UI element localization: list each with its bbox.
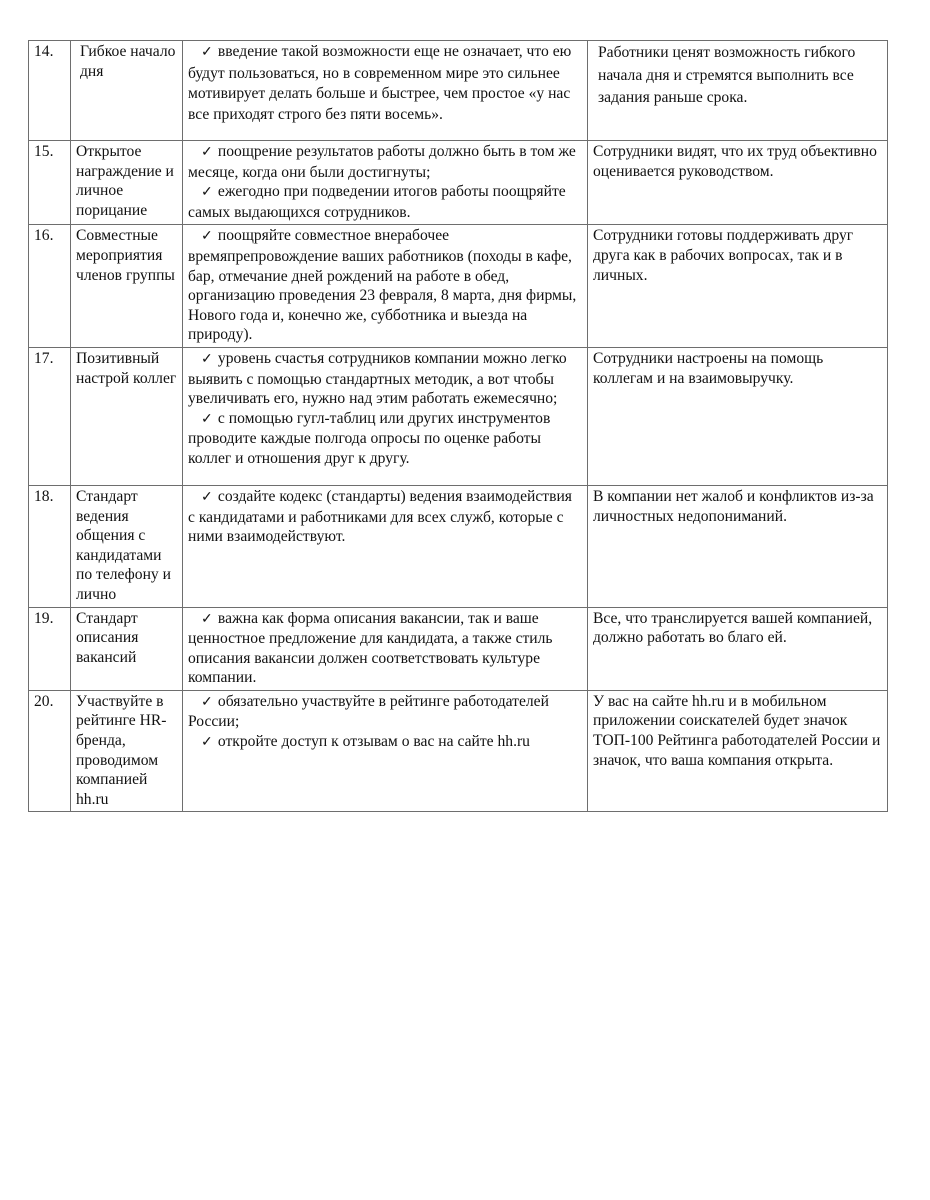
practice-result: Сотрудники видят, что их труд объективно оценивается руководством. [588, 141, 888, 225]
row-number: 15. [29, 141, 71, 225]
practice-result: Все, что транслируется вашей компанией, должно работать во благо ей. [588, 607, 888, 690]
practice-name: Совместные мероприятия членов группы [71, 225, 183, 348]
table-row [29, 41, 888, 141]
practice-actions [183, 141, 588, 225]
action-item: ✓ введение такой возможности еще не означает, что ею будут пользоваться, но в современном мире это сильнее мотивирует делать больше и быстрее, чем простое «у нас все приходят строго без пяти восемь». [188, 43, 572, 123]
table-row [29, 347, 888, 485]
row-number: 18. [29, 485, 71, 607]
action-item: ✓ откройте доступ к отзывам о вас на сайте hh.ru [188, 732, 582, 753]
practice-result: В компании нет жалоб и конфликтов из-за личностных недопониманий. [588, 485, 888, 607]
checkmark-icon: ✓ [201, 411, 213, 427]
checkmark-icon: ✓ [201, 735, 213, 751]
checkmark-icon: ✓ [201, 489, 213, 505]
practice-actions [183, 347, 588, 485]
row-number: 17. [29, 347, 71, 485]
checkmark-icon: ✓ [201, 185, 213, 201]
table-row [29, 225, 888, 348]
table-row [29, 485, 888, 607]
row-number: 19. [29, 607, 71, 690]
practice-name: Позитивный настрой коллег [71, 347, 183, 485]
action-item: ✓ создайте кодекс (стандарты) ведения взаимодействия с кандидатами и работниками для всех служб, которые с ними взаимодействуют. [188, 487, 572, 546]
practice-name: Участвуйте в рейтинге HR-бренда, проводимом компанией hh.ru [71, 690, 183, 812]
checkmark-icon: ✓ [201, 45, 213, 60]
checkmark-icon: ✓ [201, 611, 213, 627]
practice-result: Сотрудники настроены на помощь коллегам и на взаимовыручку. [588, 347, 888, 485]
practice-actions [183, 225, 588, 348]
row-number: 16. [29, 225, 71, 348]
practices-table [28, 40, 888, 812]
practice-name: Открытое награждение и личное порицание [71, 141, 183, 225]
table-row [29, 141, 888, 225]
table-row [29, 607, 888, 690]
practice-name: Стандарт ведения общения с кандидатами по телефону и лично [71, 485, 183, 607]
checkmark-icon: ✓ [201, 229, 213, 245]
table-row [29, 690, 888, 812]
practice-name: Гибкое начало дня [71, 41, 183, 141]
action-item: ✓ ежегодно при подведении итогов работы поощряйте самых выдающихся сотрудников. [188, 183, 566, 221]
practice-result: Сотрудники готовы поддерживать друг друга как в рабочих вопросах, так и в личных. [588, 225, 888, 348]
checkmark-icon: ✓ [201, 694, 213, 710]
practice-actions [183, 41, 588, 141]
practice-actions [183, 485, 588, 607]
action-item: ✓ важна как форма описания вакансии, так и ваше ценностное предложение для кандидата, а также стиль описания вакансии должен соответствовать культуре компании. [188, 609, 553, 687]
checkmark-icon: ✓ [201, 351, 213, 367]
row-number: 20. [29, 690, 71, 812]
action-item: ✓ поощрение результатов работы должно быть в том же месяце, когда они были достигнуты; [188, 143, 576, 181]
checkmark-icon: ✓ [201, 145, 213, 160]
action-item: ✓ обязательно участвуйте в рейтинге работодателей России; [188, 692, 549, 731]
practice-actions [183, 690, 588, 812]
practice-result: Работники ценят возможность гибкого начала дня и стремятся выполнить все задания раньше срока. [588, 41, 888, 141]
action-item: ✓ уровень счастья сотрудников компании можно легко выявить с помощью стандартных методик, а вот чтобы увеличивать его, нужно над этим работать ежемесячно; [188, 349, 567, 408]
practice-actions [183, 607, 588, 690]
practice-name: Стандарт описания вакансий [71, 607, 183, 690]
action-item: ✓ с помощью гугл-таблиц или других инструментов проводите каждые полгода опросы по оценке работы коллег и отношения друг к другу. [188, 409, 551, 467]
practice-result: У вас на сайте hh.ru и в мобильном приложении соискателей будет значок ТОП-100 Рейтинга работодателей России и значок, что ваша компания открыта. [588, 690, 888, 812]
action-item: ✓ поощряйте совместное внерабочее времяпрепровождение ваших работников (походы в кафе, бар, отмечание дней рождений на работе в обед, организацию проведения 23 февраля, 8 марта, дня фирмы, Нового года и, конечно же, субботника и выезда на природу). [188, 227, 577, 344]
row-number: 14. [29, 41, 71, 141]
